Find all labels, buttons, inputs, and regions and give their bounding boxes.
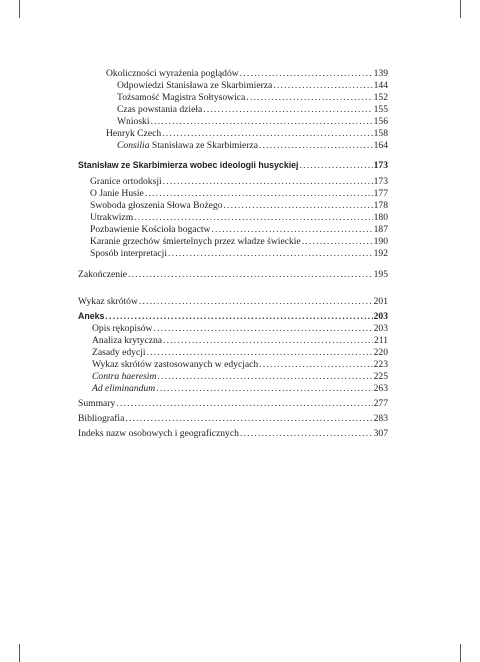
toc-entry-title: Analiza krytyczna [92, 335, 163, 346]
toc-entry-page: 152 [373, 92, 388, 103]
toc-entry-title: Czas powstania dzieła [117, 104, 203, 115]
leader-dots [139, 296, 373, 307]
leader-dots [145, 188, 373, 199]
leader-dots [211, 224, 372, 235]
toc-entry[interactable] [92, 347, 388, 358]
toc-entry-page: 164 [373, 140, 388, 151]
toc-entry[interactable] [90, 248, 388, 259]
leader-dots [157, 371, 372, 382]
toc-entry[interactable] [78, 296, 388, 307]
toc-entry-page: 187 [373, 224, 388, 235]
toc-entry-title: O Janie Husie [90, 188, 144, 199]
toc-chapter-title: Aneks [78, 311, 105, 321]
toc-chapter-page: 203 [373, 311, 388, 322]
leader-dots [105, 311, 372, 322]
toc-entry-title: Zakończenie [78, 269, 128, 280]
leader-dots [240, 68, 373, 79]
toc-entry[interactable] [78, 428, 388, 439]
leader-dots [302, 236, 373, 247]
toc-entry-title: Swoboda głoszenia Słowa Bożego [90, 200, 223, 211]
toc-entry-page: 178 [373, 200, 388, 211]
leader-dots [203, 104, 372, 115]
toc-entry-page: 173 [373, 176, 388, 187]
toc-entry[interactable] [92, 323, 388, 334]
toc-entry-page: 177 [373, 188, 388, 199]
toc-entry-page: 156 [373, 116, 388, 127]
toc-entry-title-rest: Stanisława ze Skarbimierza [149, 140, 258, 151]
leader-dots [259, 359, 372, 370]
leader-dots [151, 116, 373, 127]
toc-entry[interactable] [90, 188, 388, 199]
toc-entry-page: 190 [373, 236, 388, 247]
toc-entry[interactable] [106, 68, 388, 79]
toc-entry-page: 283 [373, 413, 388, 424]
leader-dots [116, 398, 372, 409]
leader-dots [154, 323, 373, 334]
toc-entry[interactable] [106, 128, 388, 139]
toc-entry[interactable] [78, 398, 388, 409]
leader-dots [223, 200, 372, 211]
toc-entry[interactable] [78, 413, 388, 424]
toc-entry-title: Wnioski [117, 116, 150, 127]
toc-entry-title: Wykaz skrótów zastosowanych w edycjach [92, 359, 259, 370]
leader-dots [163, 335, 373, 346]
toc-entry-page: 155 [373, 104, 388, 115]
toc-entry-page: 211 [373, 335, 388, 346]
toc-entry-page: 139 [373, 68, 388, 79]
toc-entry-page: 307 [373, 428, 388, 439]
toc-entry[interactable] [92, 371, 388, 382]
toc-entry-page: 223 [373, 359, 388, 370]
toc-entry-page: 277 [373, 398, 388, 409]
leader-dots [162, 128, 372, 139]
toc-entry-title: Bibliografia [78, 413, 125, 424]
toc-chapter[interactable] [78, 160, 388, 171]
toc-entry-title: Wykaz skrótów [78, 296, 138, 307]
toc-chapter-page: 173 [373, 160, 388, 171]
toc-entry[interactable] [90, 200, 388, 211]
toc-entry[interactable] [90, 212, 388, 223]
leader-dots [259, 140, 373, 151]
toc-entry[interactable] [117, 116, 388, 127]
toc-entry-page: 192 [373, 248, 388, 259]
toc-entry-page: 180 [373, 212, 388, 223]
toc-entry-title-italic: Consilia [117, 140, 150, 151]
leader-dots [240, 428, 373, 439]
toc-entry[interactable] [90, 236, 388, 247]
toc-entry[interactable] [117, 80, 388, 91]
toc-entry-title: Opis rękopisów [92, 323, 153, 334]
toc-entry-title: Okoliczności wyrażenia poglądów [106, 68, 239, 79]
toc-entry-page: 158 [373, 128, 388, 139]
toc-entry-title: Pozbawienie Kościoła bogactw [90, 224, 211, 235]
toc-entry[interactable] [92, 359, 388, 370]
toc-entry-title: Sposób interpretacji [90, 248, 167, 259]
toc-entry-page: 263 [373, 383, 388, 394]
toc-chapter[interactable] [78, 311, 388, 322]
toc-entry-page: 201 [373, 296, 388, 307]
toc-entry-title: Utrakwizm [90, 212, 134, 223]
toc-entry-page: 220 [373, 347, 388, 358]
leader-dots [246, 92, 372, 103]
toc-chapter-title: Stanisław ze Skarbimierza wobec ideologii husyckiej [78, 160, 299, 170]
toc-entry-page: 203 [373, 323, 388, 334]
toc-entry-title: Odpowiedzi Stanisława ze Skarbimierza [117, 80, 273, 91]
leader-dots [273, 80, 372, 91]
leader-dots [128, 269, 373, 280]
toc-entry-page: 195 [373, 269, 388, 280]
leader-dots [147, 347, 373, 358]
toc-entry[interactable] [117, 140, 388, 151]
toc-entry[interactable] [92, 383, 388, 394]
toc-entry[interactable] [117, 104, 388, 115]
leader-dots [163, 176, 373, 187]
leader-dots [134, 212, 372, 223]
toc-entry-title: Henryk Czech [106, 128, 162, 139]
toc-entry[interactable] [90, 176, 388, 187]
toc-entry-title: Summary [78, 398, 116, 409]
toc-entry-title: Ad eliminandum [92, 383, 156, 394]
toc-entry-page: 225 [373, 371, 388, 382]
leader-dots [300, 160, 373, 171]
toc-entry-title: Karanie grzechów śmiertelnych przez władze świeckie [90, 236, 301, 247]
toc-entry[interactable] [92, 335, 388, 346]
leader-dots [125, 413, 372, 424]
toc-entry-title: Tożsamość Magistra Sołtysowica [117, 92, 246, 103]
leader-dots [156, 383, 372, 394]
toc-entry-page: 144 [373, 80, 388, 91]
toc-entry[interactable] [78, 269, 388, 280]
toc-entry-title [117, 140, 258, 151]
toc-entry-title: Indeks nazw osobowych i geograficznych [78, 428, 239, 439]
toc-entry[interactable] [117, 92, 388, 103]
toc-entry-title: Contra haeresim [92, 371, 157, 382]
toc-entry-title: Granice ortodoksji [90, 176, 162, 187]
leader-dots [168, 248, 373, 259]
toc-entry-title: Zasady edycji [92, 347, 146, 358]
toc-entry[interactable] [90, 224, 388, 235]
